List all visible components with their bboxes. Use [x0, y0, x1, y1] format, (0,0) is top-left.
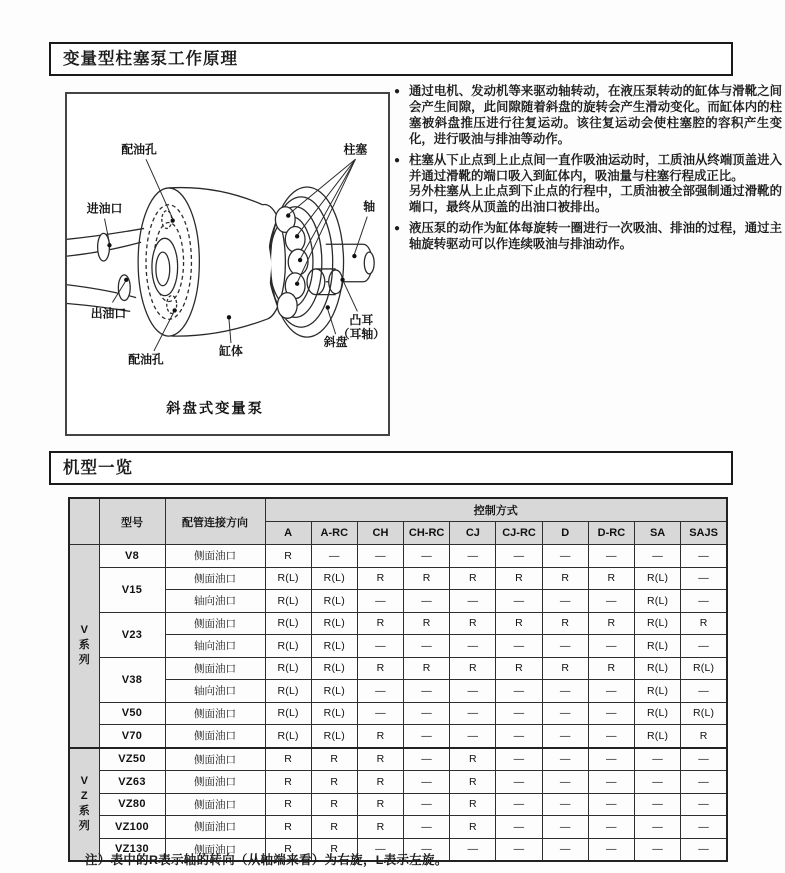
control-value-cell: —: [496, 816, 542, 839]
bullet-icon: ●: [394, 154, 401, 166]
control-value-cell: —: [450, 680, 496, 703]
table-row: [69, 567, 727, 590]
bullet-text: 另外柱塞从上止点到下止点的行程中，工质油被全部强制通过滑靴的端口，最终从顶盖的出油口被排出。: [409, 184, 782, 215]
header-control-d-rc: D-RC: [588, 522, 634, 545]
control-value-cell: —: [588, 838, 634, 861]
table-header-row-1: [69, 498, 727, 522]
principle-bullet-1: [394, 84, 782, 148]
table-row: [69, 771, 727, 794]
table-row: [69, 725, 727, 748]
model-cell: V38: [99, 657, 165, 702]
table-row: [69, 816, 727, 839]
control-value-cell: R: [450, 657, 496, 680]
control-value-cell: R: [265, 816, 311, 839]
header-control-a-rc: A-RC: [311, 522, 357, 545]
control-value-cell: —: [450, 725, 496, 748]
model-cell: VZ130: [99, 838, 165, 861]
control-value-cell: R: [496, 567, 542, 590]
piping-cell: 侧面油口: [165, 612, 265, 635]
control-value-cell: —: [588, 545, 634, 568]
control-value-cell: —: [357, 702, 403, 725]
control-value-cell: —: [635, 748, 681, 771]
model-cell: VZ63: [99, 771, 165, 794]
model-cell: V15: [99, 567, 165, 612]
control-value-cell: R(L): [635, 702, 681, 725]
header-control-cj-rc: CJ-RC: [496, 522, 542, 545]
control-value-cell: —: [635, 816, 681, 839]
label-cylinder-block: 缸体: [219, 343, 243, 358]
label-piston: 柱塞: [343, 142, 368, 157]
control-value-cell: R(L): [265, 680, 311, 703]
table-row: [69, 793, 727, 816]
control-value-cell: —: [588, 748, 634, 771]
control-value-cell: R: [404, 612, 450, 635]
control-value-cell: —: [681, 771, 727, 794]
control-value-cell: —: [450, 545, 496, 568]
table-row: [69, 545, 727, 568]
control-value-cell: —: [588, 725, 634, 748]
control-value-cell: R(L): [311, 657, 357, 680]
control-value-cell: —: [496, 680, 542, 703]
control-value-cell: R(L): [635, 657, 681, 680]
series-label: V Z 系 列: [69, 748, 99, 862]
piping-cell: 侧面油口: [165, 771, 265, 794]
control-value-cell: —: [542, 635, 588, 658]
control-value-cell: R: [450, 748, 496, 771]
label-swash-plate: 斜盘: [323, 334, 348, 349]
control-value-cell: —: [542, 838, 588, 861]
piping-cell: 侧面油口: [165, 545, 265, 568]
control-value-cell: —: [404, 748, 450, 771]
control-value-cell: R: [265, 748, 311, 771]
control-value-cell: —: [496, 590, 542, 613]
control-value-cell: —: [311, 545, 357, 568]
table-row: [69, 635, 727, 658]
control-value-cell: R: [357, 748, 403, 771]
header-control-method: 控制方式: [265, 498, 727, 522]
pipes-shape: [67, 228, 144, 311]
control-value-cell: —: [357, 680, 403, 703]
table-note: 注）表中的R表示轴的转向（从轴端来看）为右旋，L表示左旋。: [85, 853, 448, 867]
control-value-cell: —: [404, 590, 450, 613]
header-control-ch: CH: [357, 522, 403, 545]
control-value-cell: —: [635, 771, 681, 794]
control-value-cell: R(L): [311, 680, 357, 703]
control-value-cell: —: [404, 635, 450, 658]
control-value-cell: —: [404, 545, 450, 568]
control-value-cell: —: [496, 838, 542, 861]
control-value-cell: R: [357, 771, 403, 794]
control-value-cell: R: [265, 793, 311, 816]
header-piping: 配管连接方向: [165, 498, 265, 545]
control-value-cell: R: [311, 793, 357, 816]
control-value-cell: R: [542, 612, 588, 635]
control-value-cell: —: [542, 545, 588, 568]
control-value-cell: R: [450, 816, 496, 839]
control-value-cell: R: [496, 612, 542, 635]
control-value-cell: R: [542, 657, 588, 680]
control-value-cell: —: [588, 702, 634, 725]
control-value-cell: —: [496, 702, 542, 725]
control-value-cell: —: [681, 545, 727, 568]
control-value-cell: R: [404, 567, 450, 590]
control-value-cell: R: [357, 816, 403, 839]
control-value-cell: R(L): [681, 702, 727, 725]
bullet-text: 液压泵的动作为缸体每旋转一圈进行一次吸油、排油的过程，通过主轴旋转驱动可以作连续吸油与排油动作。: [409, 221, 782, 252]
control-value-cell: —: [588, 590, 634, 613]
label-trunnion: （耳轴）: [337, 327, 386, 342]
header-control-ch-rc: CH-RC: [404, 522, 450, 545]
principle-bullets: [394, 84, 782, 258]
control-value-cell: —: [404, 838, 450, 861]
piping-cell: 侧面油口: [165, 567, 265, 590]
control-value-cell: R(L): [635, 725, 681, 748]
control-value-cell: —: [681, 590, 727, 613]
control-value-cell: R(L): [635, 567, 681, 590]
swash-plate-pump-drawing: [67, 94, 388, 434]
control-value-cell: —: [450, 590, 496, 613]
model-cell: VZ80: [99, 793, 165, 816]
control-value-cell: R(L): [635, 635, 681, 658]
control-value-cell: R: [311, 838, 357, 861]
header-control-sa: SA: [635, 522, 681, 545]
control-value-cell: R: [265, 838, 311, 861]
control-value-cell: —: [496, 793, 542, 816]
piping-cell: 轴向油口: [165, 680, 265, 703]
control-value-cell: R: [357, 657, 403, 680]
control-value-cell: R: [450, 612, 496, 635]
table-row: [69, 657, 727, 680]
bullet-icon: ●: [394, 223, 401, 235]
control-value-cell: R: [588, 612, 634, 635]
header-control-a: A: [265, 522, 311, 545]
control-value-cell: R(L): [635, 590, 681, 613]
table-row: [69, 612, 727, 635]
section-title-principle: 变量型柱塞泵工作原理: [49, 42, 733, 76]
control-value-cell: R: [450, 567, 496, 590]
control-value-cell: —: [357, 545, 403, 568]
control-value-cell: —: [496, 545, 542, 568]
model-cell: VZ100: [99, 816, 165, 839]
header-control-d: D: [542, 522, 588, 545]
piping-cell: 侧面油口: [165, 702, 265, 725]
label-valve-hole-top: 配油孔: [121, 142, 157, 157]
control-value-cell: R: [404, 657, 450, 680]
model-cell: V50: [99, 702, 165, 725]
control-value-cell: —: [450, 838, 496, 861]
label-inlet-port: 进油口: [86, 201, 123, 216]
control-value-cell: R(L): [311, 567, 357, 590]
control-value-cell: R(L): [265, 612, 311, 635]
table-row: [69, 702, 727, 725]
control-value-cell: —: [404, 702, 450, 725]
control-value-cell: —: [542, 590, 588, 613]
control-value-cell: R: [357, 612, 403, 635]
control-value-cell: R: [450, 771, 496, 794]
control-value-cell: —: [357, 838, 403, 861]
model-cell: V70: [99, 725, 165, 748]
header-control-cj: CJ: [450, 522, 496, 545]
control-value-cell: R(L): [265, 657, 311, 680]
control-value-cell: R(L): [265, 567, 311, 590]
control-value-cell: —: [588, 680, 634, 703]
control-value-cell: R: [450, 793, 496, 816]
control-value-cell: —: [450, 702, 496, 725]
piping-cell: 侧面油口: [165, 657, 265, 680]
control-value-cell: —: [635, 793, 681, 816]
control-value-cell: —: [496, 748, 542, 771]
control-value-cell: —: [542, 702, 588, 725]
control-value-cell: R: [542, 567, 588, 590]
model-cell: V23: [99, 612, 165, 657]
piping-cell: 侧面油口: [165, 838, 265, 861]
control-value-cell: —: [357, 635, 403, 658]
table-row: [69, 680, 727, 703]
control-value-cell: —: [496, 725, 542, 748]
bullet-text: 柱塞从下止点到上止点间一直作吸油运动时，工质油从终端顶盖进入并通过滑靴的端口吸入到缸体内，吸油量与柱塞行程成正比。: [409, 152, 782, 183]
control-value-cell: —: [404, 725, 450, 748]
piping-cell: 侧面油口: [165, 748, 265, 771]
control-value-cell: —: [542, 771, 588, 794]
control-value-cell: —: [588, 635, 634, 658]
control-value-cell: —: [681, 567, 727, 590]
piping-cell: 轴向油口: [165, 635, 265, 658]
piping-cell: 轴向油口: [165, 590, 265, 613]
control-value-cell: R(L): [681, 657, 727, 680]
control-value-cell: —: [496, 771, 542, 794]
control-value-cell: R(L): [635, 612, 681, 635]
control-value-cell: —: [681, 680, 727, 703]
control-value-cell: —: [681, 838, 727, 861]
control-value-cell: R(L): [311, 725, 357, 748]
control-value-cell: R: [311, 816, 357, 839]
control-value-cell: R: [357, 793, 403, 816]
models-table: [68, 497, 728, 862]
control-value-cell: —: [588, 793, 634, 816]
control-value-cell: R(L): [311, 590, 357, 613]
control-value-cell: —: [542, 816, 588, 839]
pump-diagram: [65, 92, 390, 436]
series-corner-cell: [69, 498, 99, 545]
diagram-caption: 斜盘式变量泵: [166, 401, 265, 418]
control-value-cell: —: [542, 680, 588, 703]
control-value-cell: —: [357, 590, 403, 613]
control-value-cell: —: [681, 816, 727, 839]
control-value-cell: R: [681, 612, 727, 635]
piping-cell: 侧面油口: [165, 725, 265, 748]
principle-bullet-2: [394, 153, 782, 217]
control-value-cell: R: [311, 748, 357, 771]
bullet-icon: ●: [394, 86, 401, 97]
header-model: 型号: [99, 498, 165, 545]
control-value-cell: —: [404, 680, 450, 703]
control-value-cell: —: [588, 816, 634, 839]
control-value-cell: R(L): [265, 635, 311, 658]
control-value-cell: —: [542, 793, 588, 816]
control-value-cell: —: [681, 793, 727, 816]
bullet-text: 通过电机、发动机等来驱动轴转动，在液压泵转动的缸体与滑靴之间会产生间隙，此间隙随着斜盘的旋转会产生滑动变化。而缸体内的柱塞被斜盘推压进行往复运动。该往复运动会使柱塞腔的容积产生变化，进行吸油与排油等动作。: [409, 84, 782, 146]
control-value-cell: —: [404, 771, 450, 794]
control-value-cell: R: [496, 657, 542, 680]
label-shaft: 轴: [363, 199, 376, 214]
control-value-cell: R: [588, 567, 634, 590]
control-value-cell: —: [404, 816, 450, 839]
control-value-cell: R: [588, 657, 634, 680]
control-value-cell: —: [450, 635, 496, 658]
control-value-cell: R: [357, 725, 403, 748]
control-value-cell: R: [265, 545, 311, 568]
control-value-cell: R(L): [265, 590, 311, 613]
control-value-cell: —: [635, 838, 681, 861]
piping-cell: 侧面油口: [165, 816, 265, 839]
control-value-cell: R(L): [265, 702, 311, 725]
control-value-cell: R(L): [311, 635, 357, 658]
label-lug: 凸耳: [349, 313, 374, 328]
piping-cell: 侧面油口: [165, 793, 265, 816]
control-value-cell: R: [357, 567, 403, 590]
control-value-cell: R: [311, 771, 357, 794]
table-row: [69, 590, 727, 613]
control-value-cell: R(L): [311, 702, 357, 725]
control-value-cell: R: [265, 771, 311, 794]
control-value-cell: —: [588, 771, 634, 794]
control-value-cell: R(L): [311, 612, 357, 635]
series-label: V 系 列: [69, 545, 99, 748]
control-value-cell: —: [542, 725, 588, 748]
control-value-cell: —: [542, 748, 588, 771]
control-value-cell: —: [496, 635, 542, 658]
control-value-cell: —: [681, 635, 727, 658]
model-cell: V8: [99, 545, 165, 568]
table-row: [69, 748, 727, 771]
label-outlet-port: 出油口: [90, 306, 127, 321]
control-value-cell: R(L): [265, 725, 311, 748]
section-title-models: 机型一览: [49, 451, 733, 485]
control-value-cell: R(L): [635, 680, 681, 703]
header-control-sajs: SAJS: [681, 522, 727, 545]
control-value-cell: —: [681, 748, 727, 771]
control-value-cell: —: [404, 793, 450, 816]
control-value-cell: —: [635, 545, 681, 568]
control-value-cell: R: [681, 725, 727, 748]
principle-bullet-3: [394, 221, 782, 253]
label-valve-hole-bottom: 配油孔: [128, 352, 164, 367]
model-cell: VZ50: [99, 748, 165, 771]
